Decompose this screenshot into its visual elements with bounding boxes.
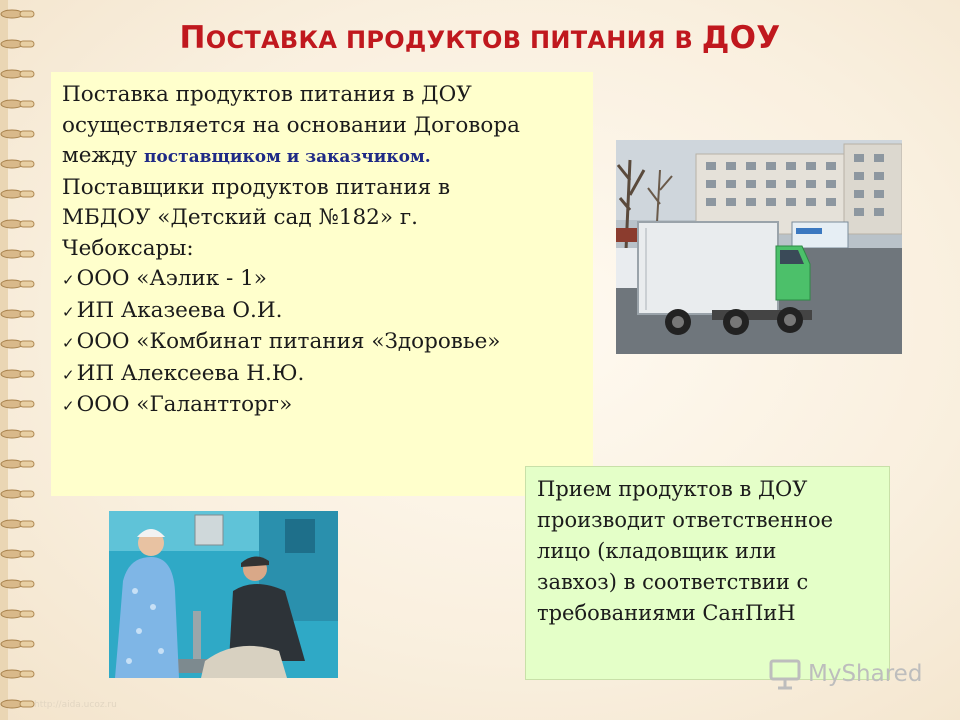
main-text-line	[62, 141, 587, 173]
supplier-list	[62, 264, 587, 422]
title-last-word: ДОУ	[701, 20, 781, 56]
supplier-item	[62, 264, 587, 296]
suppliers-text	[62, 80, 587, 422]
main-text-line: МБДОУ «Детский сад №182» г.	[62, 205, 418, 230]
reception-text	[537, 474, 882, 629]
check-icon: ✓	[62, 365, 75, 384]
supplier-name: ООО «Аэлик - 1»	[76, 266, 267, 291]
supplier-name: ООО «Комбинат питания «Здоровье»	[76, 329, 501, 354]
main-text-prefix: между	[62, 143, 144, 168]
reception-line: производит ответственное	[537, 508, 834, 532]
supplier-item	[62, 359, 587, 391]
check-icon: ✓	[62, 302, 75, 321]
check-icon: ✓	[62, 397, 75, 415]
reception-line: требованиями СанПиН	[537, 601, 796, 625]
presentation-icon	[768, 657, 802, 691]
main-text-line: Чебоксары:	[62, 235, 194, 261]
emphasis-parties: поставщиком и заказчиком.	[143, 147, 431, 167]
reception-line: лицо (кладовщик или	[537, 539, 777, 563]
check-icon: ✓	[62, 271, 75, 289]
main-text-line: осуществляется на основании Договора	[62, 112, 520, 138]
title-first-letter: П	[179, 20, 206, 56]
delivery-truck-photo	[616, 140, 902, 354]
reception-line: Прием продуктов в ДОУ	[537, 477, 808, 501]
storekeeper-photo	[109, 511, 338, 678]
myshared-watermark	[768, 654, 922, 694]
supplier-name: ИП Алексеева Н.Ю.	[76, 360, 305, 386]
main-text-line: Поставщики продуктов питания в	[62, 174, 451, 200]
supplier-item	[62, 390, 587, 422]
supplier-name: ИП Аказеева О.И.	[76, 297, 283, 323]
footer-url: http://aida.ucoz.ru	[34, 700, 117, 710]
notebook-spiral-decoration	[0, 0, 44, 720]
reception-line: завхоз) в соответствии с	[537, 570, 809, 594]
title-text: ОСТАВКА ПРОДУКТОВ ПИТАНИЯ В	[205, 26, 702, 54]
watermark-brand: MyShared	[808, 661, 923, 687]
supplier-item	[62, 327, 587, 359]
main-text-line: Поставка продуктов питания в ДОУ	[62, 82, 472, 107]
check-icon: ✓	[62, 334, 75, 352]
supplier-name: ООО «Галантторг»	[76, 392, 293, 417]
slide-title	[0, 20, 960, 56]
supplier-item	[62, 296, 587, 328]
